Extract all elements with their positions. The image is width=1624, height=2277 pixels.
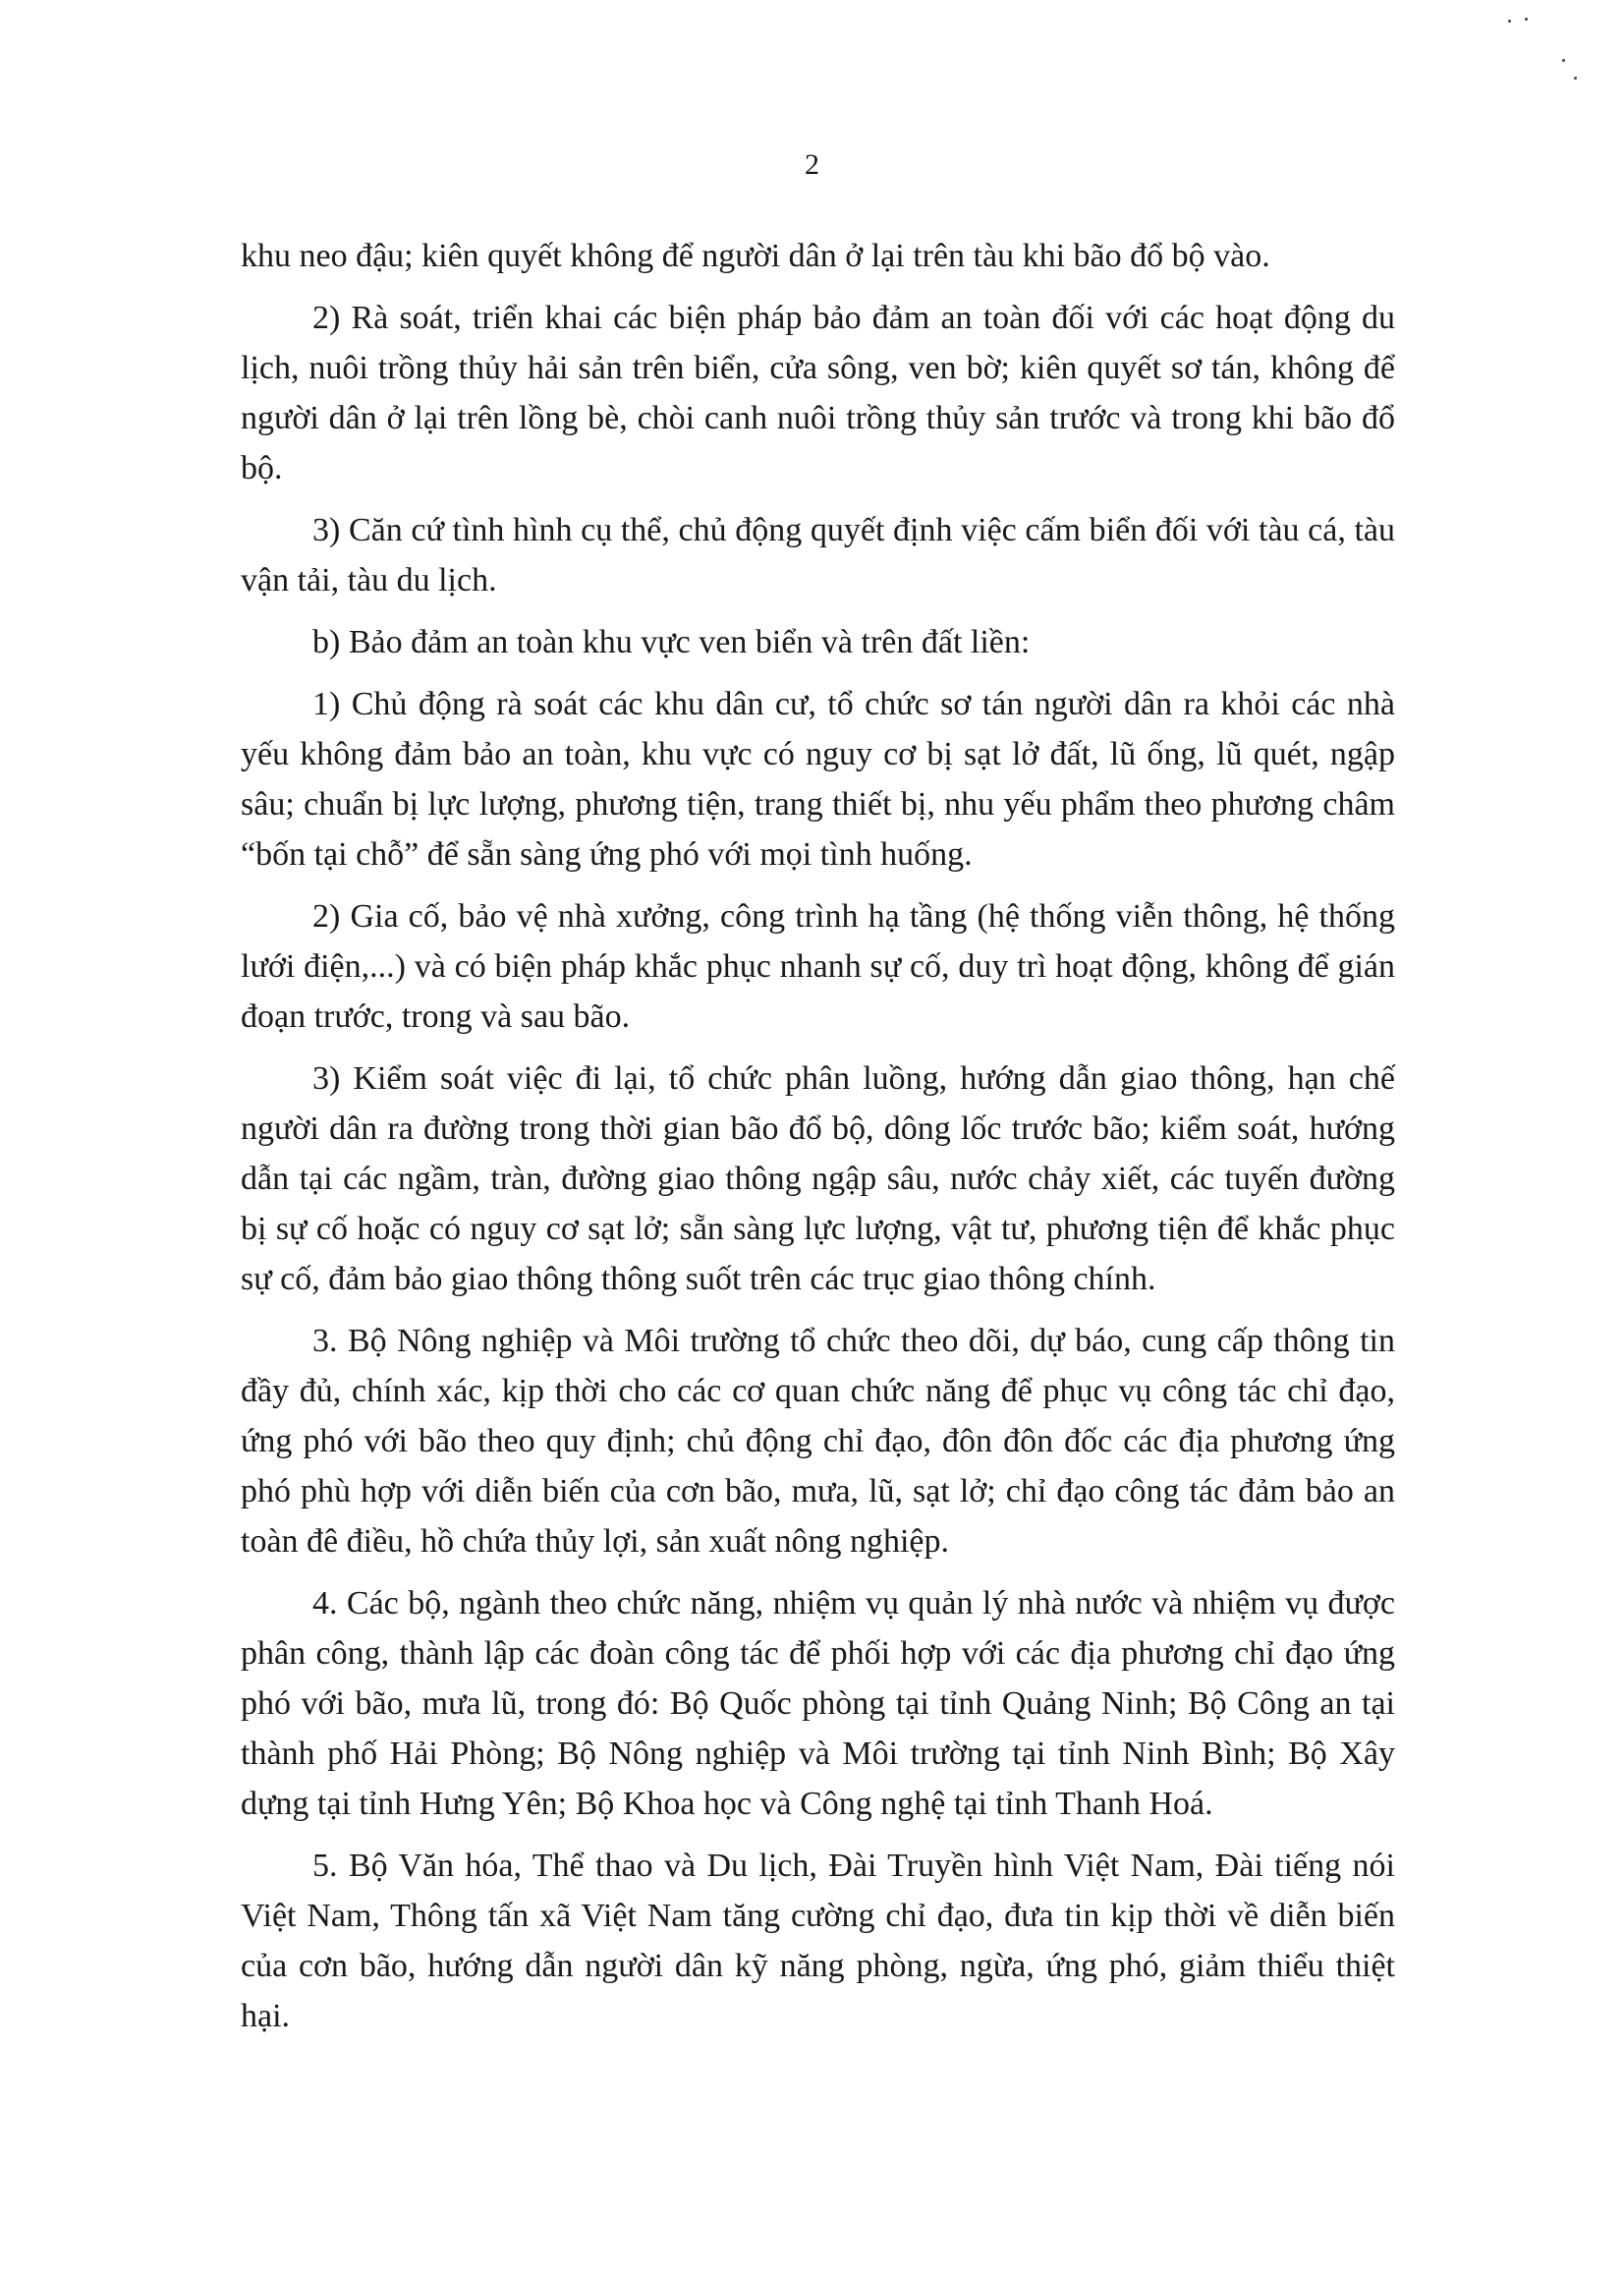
document-body [241, 231, 1395, 2053]
paragraph: 5. Bộ Văn hóa, Thể thao và Du lịch, Đài Truyền hình Việt Nam, Đài tiếng nói Việt Nam, Thông tấn xã Việt Nam tăng cường chỉ đạo, đưa tin kịp thời về diễn biến của cơn bão, hướng dẫn người dân kỹ năng phòng, ngừa, ứng phó, giảm thiểu thiệt hại. [241, 1848, 1395, 2034]
paragraph: 3. Bộ Nông nghiệp và Môi trường tổ chức theo dõi, dự báo, cung cấp thông tin đầy đủ, chính xác, kịp thời cho các cơ quan chức năng để phục vụ công tác chỉ đạo, ứng phó với bão theo quy định; chủ động chỉ đạo, đôn đôn đốc các địa phương ứng phó phù hợp với diễn biến của cơn bão, mưa, lũ, sạt lở; chỉ đạo công tác đảm bảo an toàn đê điều, hồ chứa thủy lợi, sản xuất nông nghiệp. [241, 1323, 1395, 1560]
scan-artifact [1508, 20, 1511, 23]
paragraph: khu neo đậu; kiên quyết không để người dân ở lại trên tàu khi bão đổ bộ vào. [241, 238, 1270, 274]
page-number: 2 [805, 148, 819, 181]
scan-artifact [1525, 18, 1528, 21]
paragraph: 2) Gia cố, bảo vệ nhà xưởng, công trình hạ tầng (hệ thống viễn thông, hệ thống lưới điện,...) và có biện pháp khắc phục nhanh sự cố, duy trì hoạt động, không để gián đoạn trước, trong và sau bão. [241, 898, 1395, 1035]
paragraph: 1) Chủ động rà soát các khu dân cư, tổ chức sơ tán người dân ra khỏi các nhà yếu không đảm bảo an toàn, khu vực có nguy cơ bị sạt lở đất, lũ ống, lũ quét, ngập sâu; chuẩn bị lực lượng, phương tiện, trang thiết bị, nhu yếu phẩm theo phương châm “bốn tại chỗ” để sẵn sàng ứng phó với mọi tình huống. [241, 686, 1395, 873]
paragraph: 3) Căn cứ tình hình cụ thể, chủ động quyết định việc cấm biển đối với tàu cá, tàu vận tải, tàu du lịch. [241, 512, 1395, 598]
paragraph: 3) Kiểm soát việc đi lại, tổ chức phân luồng, hướng dẫn giao thông, hạn chế người dân ra đường trong thời gian bão đổ bộ, dông lốc trước bão; kiểm soát, hướng dẫn tại các ngầm, tràn, đường giao thông ngập sâu, nước chảy xiết, các tuyến đường bị sự cố hoặc có nguy cơ sạt lở; sẵn sàng lực lượng, vật tư, phương tiện để khắc phục sự cố, đảm bảo giao thông thông suốt trên các trục giao thông chính. [241, 1060, 1395, 1297]
paragraph: b) Bảo đảm an toàn khu vực ven biển và trên đất liền: [312, 624, 1031, 660]
scan-artifact [1562, 59, 1565, 62]
paragraph: 2) Rà soát, triển khai các biện pháp bảo đảm an toàn đối với các hoạt động du lịch, nuôi trồng thủy hải sản trên biển, cửa sông, ven bờ; kiên quyết sơ tán, không để người dân ở lại trên lồng bè, chòi canh nuôi trồng thủy sản trước và trong khi bão đổ bộ. [241, 300, 1395, 486]
paragraph: 4. Các bộ, ngành theo chức năng, nhiệm vụ quản lý nhà nước và nhiệm vụ được phân công, thành lập các đoàn công tác để phối hợp với các địa phương chỉ đạo ứng phó với bão, mưa lũ, trong đó: Bộ Quốc phòng tại tỉnh Quảng Ninh; Bộ Công an tại thành phố Hải Phòng; Bộ Nông nghiệp và Môi trường tại tỉnh Ninh Bình; Bộ Xây dựng tại tỉnh Hưng Yên; Bộ Khoa học và Công nghệ tại tỉnh Thanh Hoá. [241, 1585, 1395, 1822]
scan-artifact [1574, 77, 1577, 80]
